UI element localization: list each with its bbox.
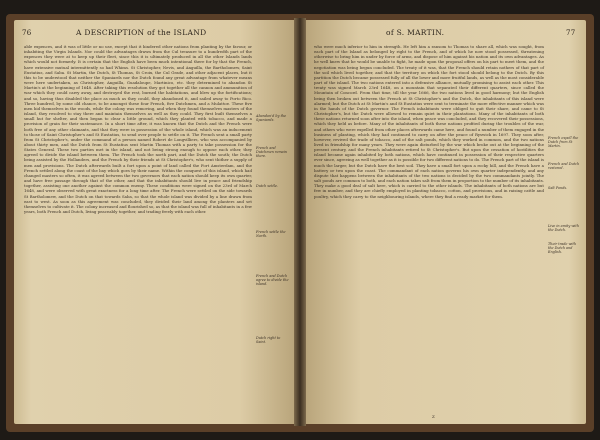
left-page bbox=[14, 20, 296, 424]
margin-note: Live in amity with the Dutch. bbox=[548, 224, 579, 233]
left-margin-notes bbox=[256, 44, 290, 424]
margin-note: Dutch settle. bbox=[256, 184, 279, 188]
left-page-header bbox=[22, 28, 32, 37]
margin-note: French expell the Dutch from St Martin. bbox=[548, 136, 579, 149]
margin-note: French and Dutch restored. bbox=[548, 162, 580, 171]
right-page-number: 77 bbox=[566, 29, 576, 37]
book-gutter bbox=[294, 18, 306, 426]
right-page-header bbox=[566, 28, 576, 37]
left-page-number: 76 bbox=[22, 29, 32, 37]
margin-note: French settle the North. bbox=[256, 230, 286, 239]
margin-note: Dutch right to Saint. bbox=[256, 336, 281, 345]
signature-mark: Z bbox=[432, 414, 435, 419]
right-page bbox=[304, 20, 586, 424]
margin-note: Salt Ponds. bbox=[548, 186, 568, 190]
right-running-head: of S. MARTIN. bbox=[386, 28, 445, 37]
margin-note: Their trade with the Dutch and English. bbox=[548, 242, 577, 255]
margin-note: Abandon'd by the Spaniards. bbox=[256, 114, 287, 123]
left-body-text: able expences, and it was of little or no use, except that it hindered other nations from planting by the favour, or inhabiting the Virgin Islands. Nor could the advantages drawn from the Cul treasure to a hundredth part of the expences they were at to keep up their fleet, since this it is ultimately produced in all the other Islands lands which would not formerly. It is certain that the English have been much intentional there for by that the French, have extensive mutual intermittently so had Whims. St Christopher, Nevis, and Anguilla, the Bartholomew, Saint Eustatius, and Saba. St Martin, the Dutch, St Thomas, St Croix, the Cul Grade, and other adjacent places, but it this to be understood that neither the Spaniards nor the Dutch found any great advantage from whatever means were here undertaken, as Christopher, Anguilla, Guadaloupe, Martinico, etc. they determined to abandon St Martin's at the beginning of 1648. After taking this resolution they got together all the cannon and ammunition of war which they could carry away, and destroyed the rest, burned the habitations, and blew up the fortifications; and so, having thus disabled the place as much as they could, they abandoned it, and sailed away to Porto Rico. Three hundred, by some old chance, to be amongst these four French, five Dutchmen, and a Mulattoe. These five men hid themselves in the woods, while the colony was removing, and when they found themselves masters of the island, they resolved to stay there and maintain themselves as well as they could. They first built themselves a small hut for shelter, and then began to clear a little ground, which they planted with tobacco, and made a provision of grain for their sustenance. In a short time after, it was known that the Dutch and the French were both free of any other claimants, and that they were in possession of the whole island, which was an inducement to those of Saint Christopher's and St Eustatius, to send over people to settle on it. The French sent a small party from St Christopher's, under the command of a person named Robert de Longvilliers, who was accompanied by about thirty men, and the Dutch from St Eustatius sent Martin Thomas with a party to take possession for the States General. These two parties met in the island, and not being strong enough to oppose each other, they agreed to divide the island between them. The French took the north part, and the Dutch the south; the Dutch being assisted by the Hollanders, and the French by their friends at St Christopher's, who sent thither a supply of men and provisions. The Dutch afterwards built a fort upon a point of land called the Fort Amsterdam, and the French settled along the coast of the bay which goes by their name. Within the conquest of this island, which had changed masters so often, it was agreed between the two governors that each nation should keep its own quarter, and have free passage through that of the other, and that the inhabitants should live in peace and friendship together, assisting one another against the common enemy. These conditions were signed on the 23rd of March 1648, and were observed with great exactness for a long time after. The French were settled on the side towards St Bartholomew, and the Dutch on that towards Saba, so that the whole island was divided by a line drawn from east to west. As soon as this agreement was concluded, they divided their land among the planters and set themselves to cultivate it. The colony increased and flourished so, as that the island was full of inhabitants in a few years, both French and Dutch, living peaceably together, and trading freely with each other. bbox=[24, 44, 252, 214]
left-running-head: A DESCRIPTION of the ISLAND bbox=[76, 28, 207, 37]
margin-note: French and Dutch agree to divide the island. bbox=[256, 274, 289, 287]
right-margin-notes bbox=[548, 44, 582, 424]
right-body-text: who were much inferior to him in strength. He left him a ransom to Thomas to share all, which was sought, from each part of the Island as belonged by right to the French, and of which he now stood possessed, threatening otherwise to bring him in under by force of arms, and dispose of him against his nation and its own advantages. As he well knew that he would be unable to fight, he made upon the proposal offers on his part to meet them, and the negotiation was being begun concluded. The treaty of it was, that the French should retain nothers of that part of the soil which lived together, and that the territory on which the fort stood should belong to the Dutch. By this partition the Dutch became possessed fully of all the lower and more fruitful lands, as well as the most considerable part of the island. The two nations entered into a defensive alliance, mutually promising to assist each other. This treaty was signed March 23rd 1648, on a mountain that separated their different quarters, since called the Mountain of Concord. From that time, till the year 1666, the two nations lived in good harmony; but the English being then broken out between the French at St Christopher's and the Dutch, the inhabitants of this island were alarmed; but the Dutch at St Martin's and St Eustatius were sent to terminate the more effective manner which was in the hands of the Dutch governor. The French inhabitants were obliged to quit their share, and came to St Christopher's, but the Dutch were allowed to remain quiet in their plantations. Many of the inhabitants of both these nations returned soon after into the island, when peace was concluded, and they recovered their possessions, which they held as before. Many of the inhabitants of both these nations profited during the troubles of the war, and others who were expelled from other places afterwards came here, and found a number of them engaged in the business of planting, which they had continued to carry on after the peace of Ryswick in 1697. They soon after, however, revived the trade of tobacco, and of the salt ponds, which they worked in common, and the two nations lived in friendship for many years. They were again disturbed by the war which broke out at the beginning of the present century, and the French inhabitants retired to St Christopher's. But upon the cessation of hostilities the island became again inhabited by both nations, which have continued in possession of their respective quarters ever since, agreeing as well together as it is possible for two different nations to do. The French part of the island is much the larger, but the Dutch have the best soil. They have a small fort upon a rocky hill, and the French have a battery or two upon the coast. The commandant of each nation governs his own quarter independently, and any dispute that happens between the inhabitants of the two nations is decided by the two commandants jointly. The salt ponds are common to both, and each nation takes salt from them in proportion to the number of its inhabitants. They make a good deal of salt here, which is carried to the other islands. The inhabitants of both nations are but few in number, and they are chiefly employed in planting tobacco, cotton, and provisions, and in raising cattle and poultry, which they carry to the neighbouring islands, where they find a ready market for them. bbox=[314, 44, 545, 199]
margin-note: French and Dutchmen remain there. bbox=[256, 146, 287, 159]
